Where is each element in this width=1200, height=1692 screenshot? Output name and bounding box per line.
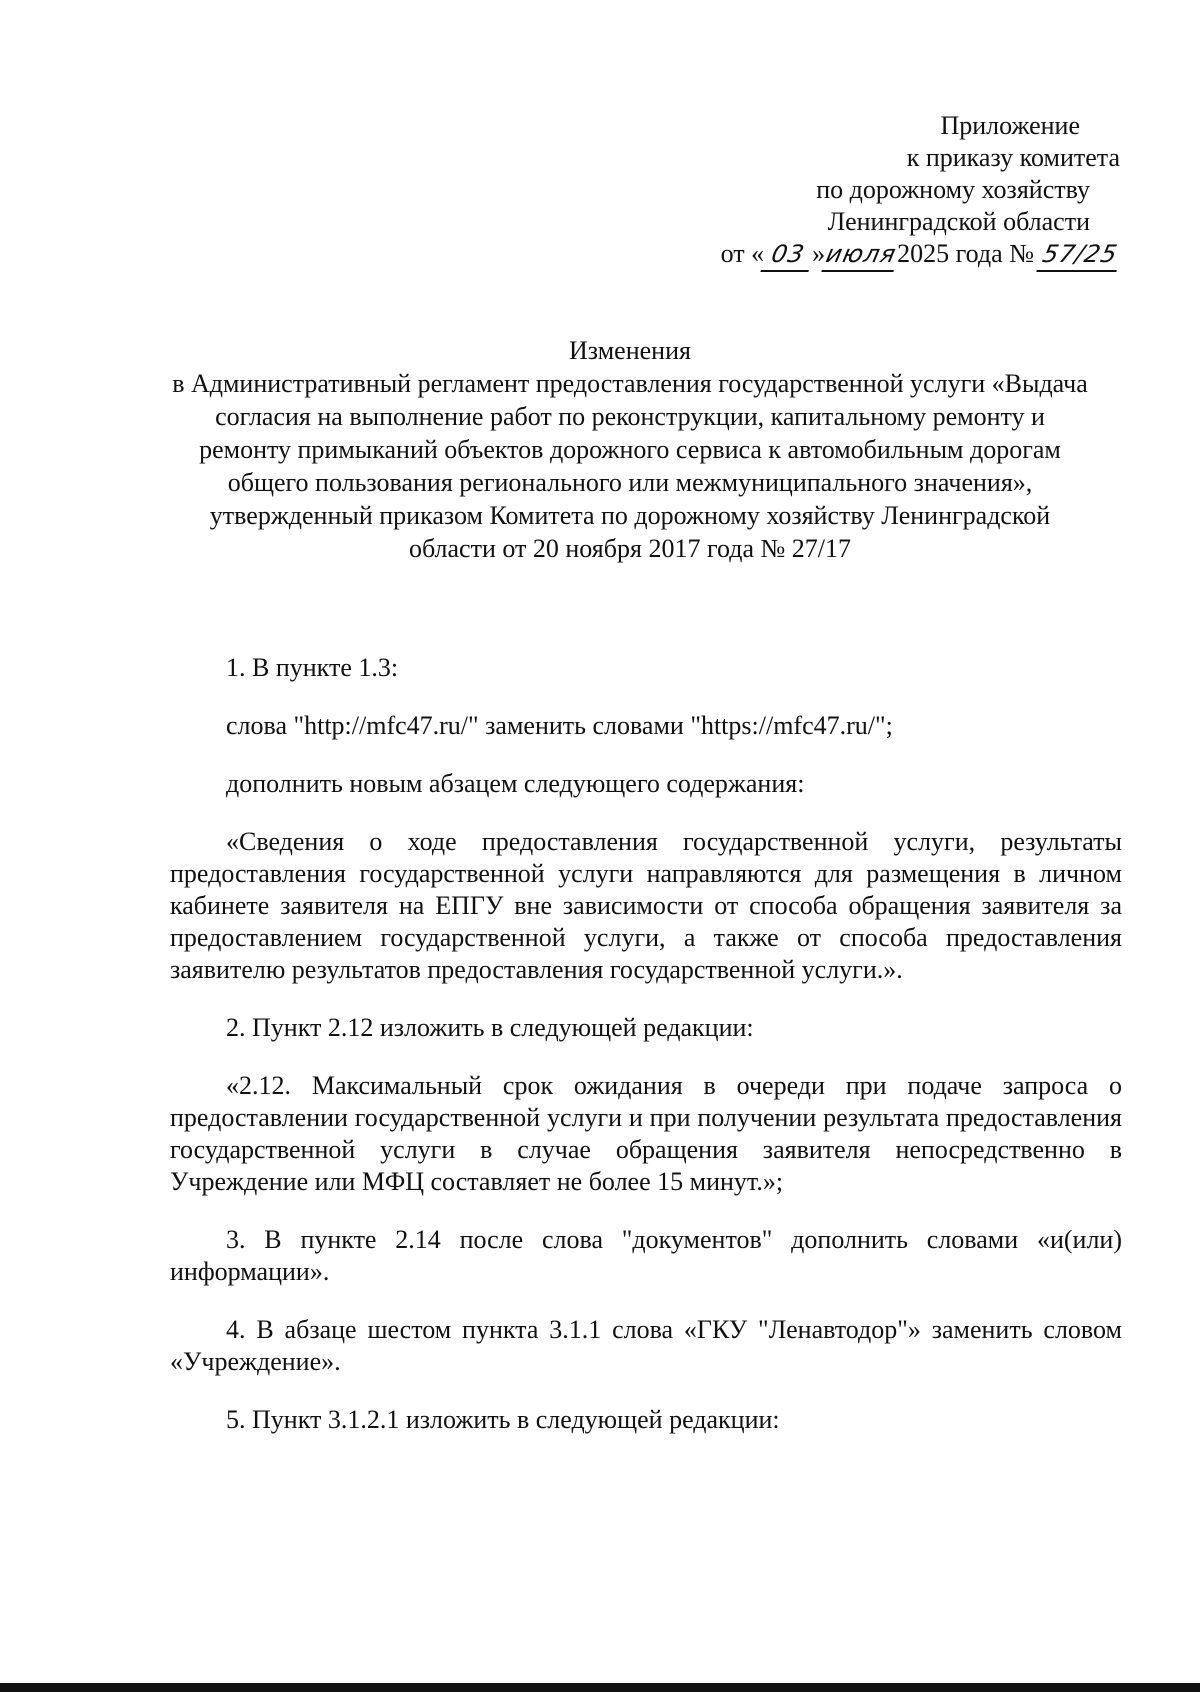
approval-line-appendix: Приложение [940, 111, 1080, 140]
approval-line-region: Ленинградской области [827, 207, 1090, 236]
scan-edge-bar [0, 1683, 1200, 1692]
date-prefix: от « [720, 239, 765, 268]
approval-date-line [690, 238, 1120, 272]
paragraph-9: 5. Пункт 3.1.2.1 изложить в следующей редакции: [226, 1405, 780, 1434]
approval-line-order: к приказу комитета [906, 143, 1120, 172]
date-year-text: 2025 года № [897, 239, 1034, 268]
approval-block [690, 110, 1120, 272]
paragraph-6: «2.12. Максимальный срок ожидания в очереди при подаче запроса о предоставлении государственной услуги и при получении результата предоставления государственной услуги в случае обращения заявителя непосредственно в Учреждение или МФЦ составляет не более 15 минут.»; [170, 1071, 1122, 1196]
handwritten-day: 03 [761, 238, 816, 272]
document-heading [170, 334, 1090, 565]
paragraph-3: дополнить новым абзацем следующего содержания: [226, 769, 805, 798]
paragraph-8: 4. В абзаце шестом пункта 3.1.1 слова «ГКУ "Ленавтодор"» заменить словом «Учреждение». [170, 1315, 1122, 1376]
date-mid: » [812, 239, 826, 268]
handwritten-order-number: 57/25 [1036, 238, 1123, 272]
paragraph-4: «Сведения о ходе предоставления государственной услуги, результаты предоставления государственной услуги направляются для размещения в личном кабинете заявителя на ЕПГУ вне зависимости от способа обращения заявителя за предоставлением государственной услуги, а также от способа предоставления заявителю результатов предоставления государственной услуги.». [170, 827, 1122, 984]
heading-subtitle: в Административный регламент предоставления государственной услуги «Выдача согласия на выполнение работ по реконструкции, капитальному ремонту и ремонту примыканий объектов дорожного сервиса к автомобильным дорогам общего пользования регионального или межмуниципального значения», утвержденный приказом Комитета по дорожному хозяйству Ленинградской области от 20 ноября 2017 года № 27/17 [172, 369, 1088, 563]
paragraph-5: 2. Пункт 2.12 изложить в следующей редакции: [226, 1013, 754, 1042]
paragraph-2: слова "http://mfc47.ru/" заменить словами "https://mfc47.ru/"; [226, 711, 893, 740]
paragraph-7: 3. В пункте 2.14 после слова "документов" дополнить словами «и(или) информации». [170, 1225, 1122, 1286]
handwritten-month: июля [822, 238, 901, 272]
heading-title: Изменения [569, 336, 691, 365]
approval-line-committee: по дорожному хозяйству [816, 175, 1090, 204]
paragraph-1: 1. В пункте 1.3: [226, 653, 399, 682]
document-body [170, 652, 1122, 1462]
